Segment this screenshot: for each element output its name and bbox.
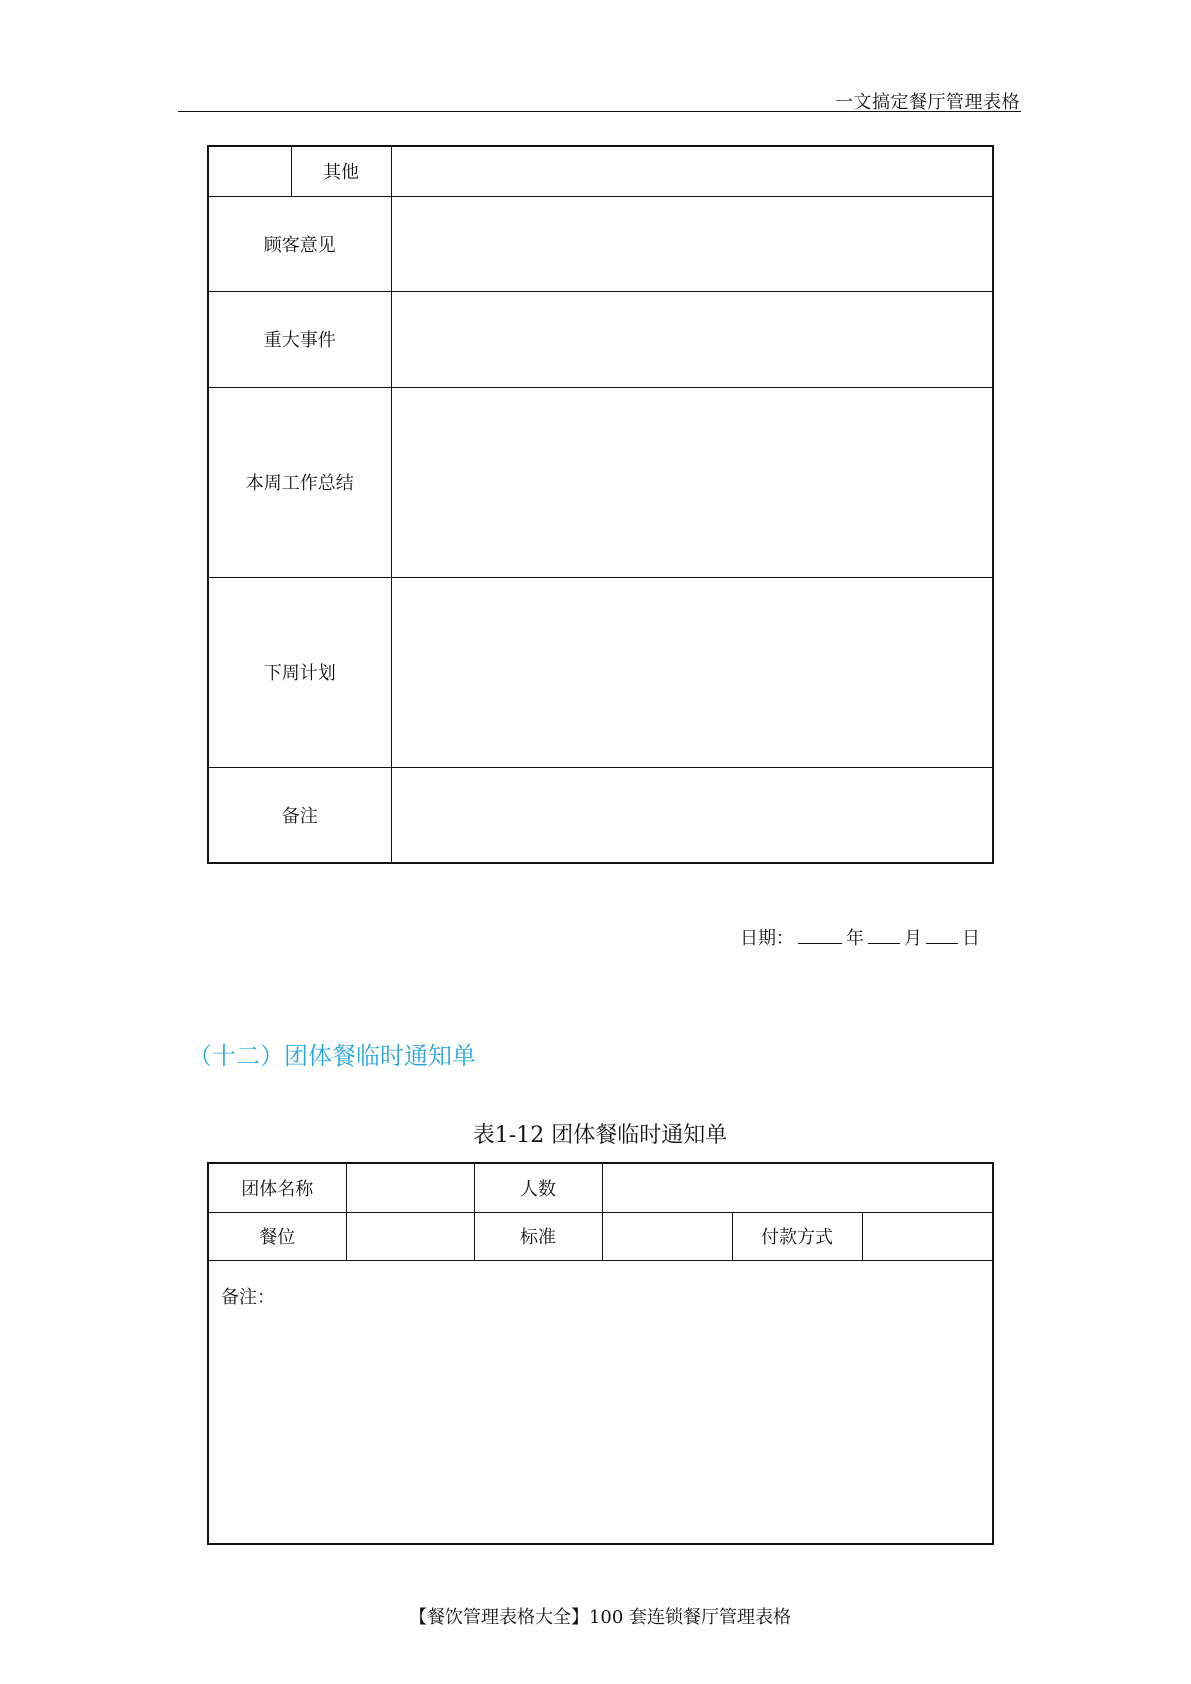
seat-field[interactable] xyxy=(346,1212,474,1260)
remarks-field[interactable] xyxy=(208,1260,993,1544)
customer-feedback-content-cell[interactable] xyxy=(391,196,993,291)
next-week-plan-content-cell[interactable] xyxy=(391,577,993,767)
year-blank[interactable] xyxy=(798,927,842,944)
remarks-label: 备注： xyxy=(221,1286,275,1308)
row-label-major-events: 重大事件 xyxy=(208,291,391,387)
weekly-summary-content-cell[interactable] xyxy=(391,387,993,577)
row-label-remarks: 备注 xyxy=(208,767,391,863)
page-footer: 【餐饮管理表格大全】100 套连锁餐厅管理表格 xyxy=(408,1607,792,1628)
table-row-next-week-plan xyxy=(208,577,993,767)
row-label-customer-feedback: 顾客意见 xyxy=(208,196,391,291)
header-rule xyxy=(178,111,1021,112)
table-row-remarks xyxy=(208,1260,993,1544)
day-label: 日 xyxy=(962,928,980,949)
section-heading: （十二）团体餐临时通知单 xyxy=(188,1042,476,1070)
row-label-other: 其他 xyxy=(291,146,391,196)
table-row xyxy=(208,1163,993,1212)
running-header: 一文搞定餐厅管理表格 xyxy=(835,92,1020,113)
group-name-label: 团体名称 xyxy=(208,1163,346,1212)
date-label: 日期： xyxy=(740,928,794,949)
standard-field[interactable] xyxy=(602,1212,732,1260)
group-name-field[interactable] xyxy=(346,1163,474,1212)
payment-method-field[interactable] xyxy=(862,1212,993,1260)
date-line xyxy=(740,924,980,950)
table-row-major-events xyxy=(208,291,993,387)
table-row-customer-feedback xyxy=(208,196,993,291)
people-count-field[interactable] xyxy=(602,1163,993,1212)
month-label: 月 xyxy=(904,928,922,949)
table-row-remarks xyxy=(208,767,993,863)
other-content-cell[interactable] xyxy=(391,146,993,196)
category-cell xyxy=(208,146,291,196)
table-row xyxy=(208,1212,993,1260)
day-blank[interactable] xyxy=(926,927,958,944)
table-caption: 表1-12 团体餐临时通知单 xyxy=(472,1123,728,1148)
row-label-weekly-summary: 本周工作总结 xyxy=(208,387,391,577)
remarks-content-cell[interactable] xyxy=(391,767,993,863)
row-label-next-week-plan: 下周计划 xyxy=(208,577,391,767)
seat-label: 餐位 xyxy=(208,1212,346,1260)
weekly-report-table xyxy=(207,145,994,864)
group-notice-table xyxy=(207,1162,994,1545)
table-row-weekly-summary xyxy=(208,387,993,577)
major-events-content-cell[interactable] xyxy=(391,291,993,387)
table-row-other xyxy=(208,146,993,196)
payment-method-label: 付款方式 xyxy=(732,1212,862,1260)
month-blank[interactable] xyxy=(868,927,900,944)
standard-label: 标准 xyxy=(474,1212,602,1260)
year-label: 年 xyxy=(846,928,864,949)
people-count-label: 人数 xyxy=(474,1163,602,1212)
